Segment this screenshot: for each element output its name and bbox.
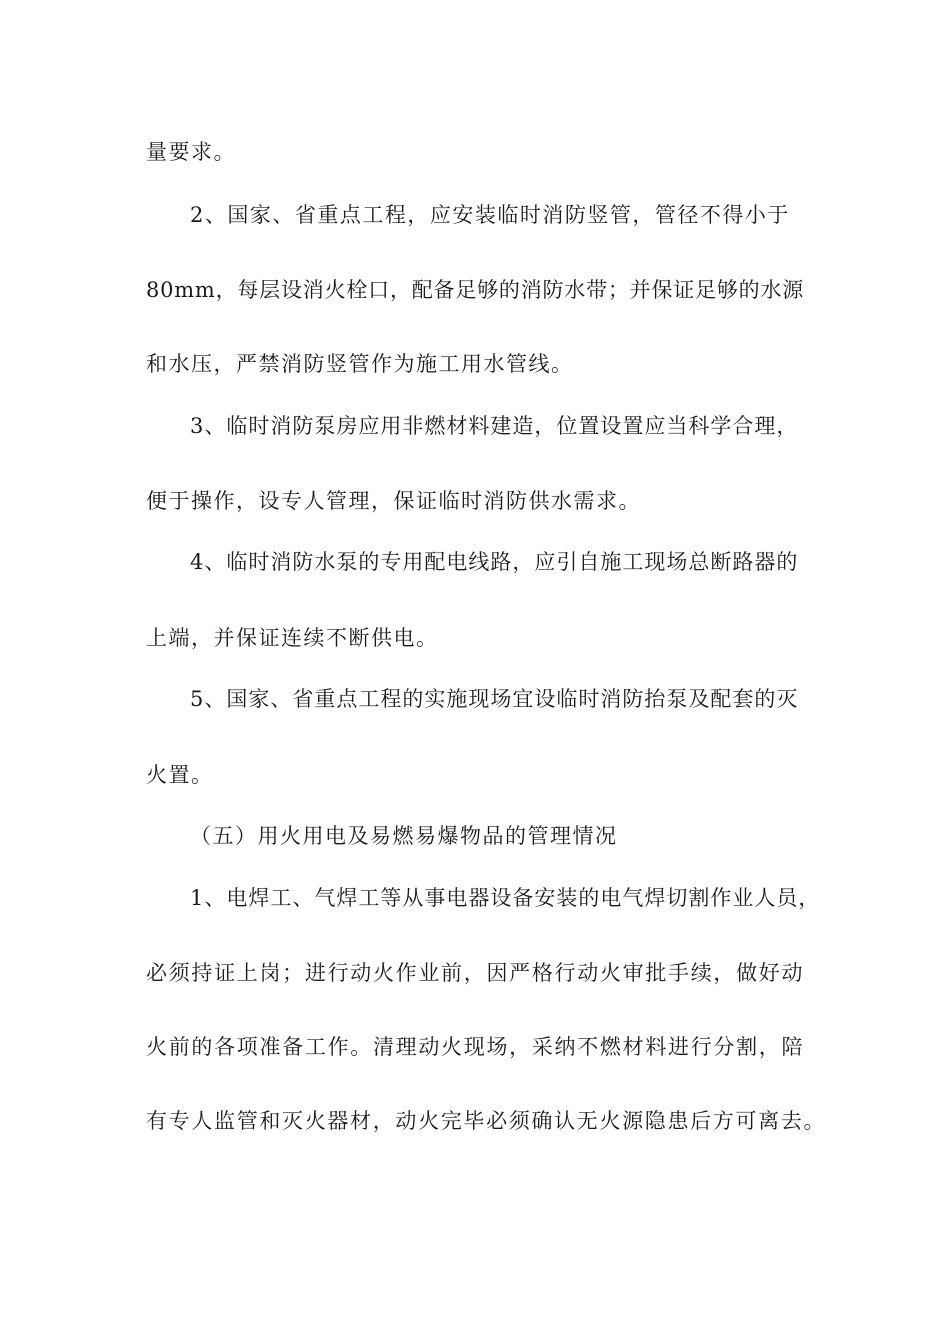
text-line: 上端，并保证连续不断供电。 <box>146 626 439 650</box>
text-line: 量要求。 <box>146 140 236 164</box>
text-line: 便于操作，设专人管理，保证临时消防供水需求。 <box>146 489 641 513</box>
text-line: 必须持证上岗；进行动火作业前，因严格行动火审批手续，做好动 <box>146 961 804 985</box>
text-line: 80mm，每层设消火栓口，配备足够的消防水带；并保证足够的水源 <box>146 278 804 302</box>
text-line: 火前的各项准备工作。清理动火现场，采纳不燃材料进行分割，陪 <box>146 1035 804 1059</box>
text-line: 和水压，严禁消防竖管作为施工用水管线。 <box>146 352 574 376</box>
text-line: 有专人监管和灭火器材，动火完毕必须确认无火源隐患后方可离去。 <box>146 1109 826 1133</box>
text-line: 4、临时消防水泵的专用配电线路，应引自施工现场总断路器的 <box>190 550 799 574</box>
text-line: 2、国家、省重点工程，应安装临时消防竖管，管径不得小于 <box>190 203 790 227</box>
section-heading: （五）用火用电及易燃易爆物品的管理情况 <box>190 824 618 848</box>
text-line: 3、临时消防泵房应用非燃材料建造，位置设置应当科学合理， <box>190 414 799 438</box>
text-line: 1、电焊工、气焊工等从事电器设备安装的电气焊切割作业人员， <box>190 886 821 910</box>
text-line: 5、国家、省重点工程的实施现场宜设临时消防抬泵及配套的灭 <box>190 687 799 711</box>
text-line: 火置。 <box>146 763 214 787</box>
